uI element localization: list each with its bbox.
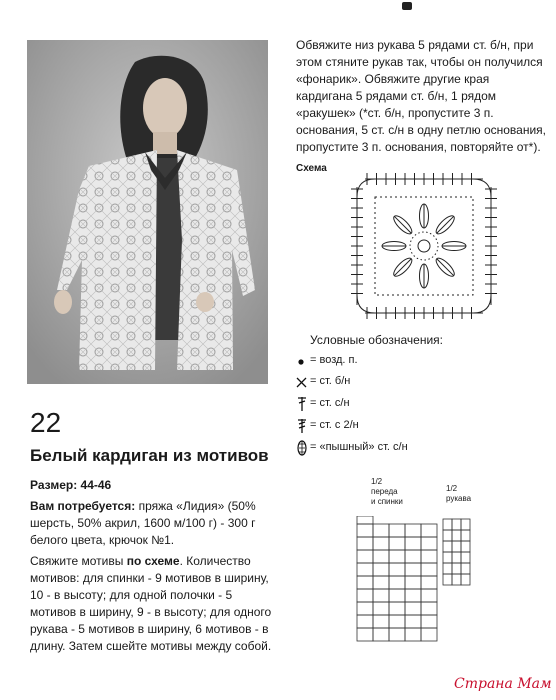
legend-text: = «пышный» ст. с/н: [310, 441, 408, 453]
watermark: Страна Мам: [454, 676, 552, 692]
front-back-diagram: [356, 516, 438, 647]
front-back-label-1: переда: [371, 487, 398, 496]
finishing-instructions: Обвяжите низ рукава 5 рядами ст. б/н, при этом стяните рукав так, чтобы он получился «фонарик». Обвяжите другие края кардигана 5 рядами ст. б/н, 1 рядом «ракушек» (*ст. б/н, пропустите 3 п. основания, 5 ст. с/н в одну петлю основания, пропустите 3 п. основания, повторяйте от*).: [296, 38, 546, 154]
crochet-chart: [345, 167, 503, 330]
puff-stitch-icon: [296, 440, 310, 456]
materials-text: пряжа «Лидия» (50% шерсть, 50% акрил, 1600 м/100 г) - 300 г белого цвета, крючок №1.: [30, 499, 256, 547]
double-crochet-icon: [296, 396, 310, 412]
legend-text: = ст. б/н: [310, 375, 351, 387]
model-photo-illustration: [27, 40, 268, 384]
legend-text: = ст. с 2/н: [310, 419, 359, 431]
legend-text: = ст. с/н: [310, 397, 350, 409]
single-crochet-icon: [296, 374, 310, 390]
sleeve-label-1: рукава: [446, 494, 472, 503]
assembly-text-2: . Количество мотивов: для спинки - 9 мотивов в ширину, 10 - в высоту; для одной полочки - 5 мотивов в ширину, 9 - в высоту; для одного рукава - 5 мотивов в ширину, 6 мотивов - в длину. Затем сшейте мотивы между собой.: [30, 554, 272, 653]
assembly-instructions: [30, 553, 280, 655]
sleeve-grid: [442, 518, 472, 588]
front-back-label: [371, 477, 403, 507]
page-marker: [402, 2, 412, 10]
legend-title: Условные обозначения:: [310, 333, 443, 347]
schema-label: Схема: [296, 163, 327, 174]
assembly-text-1: Свяжите мотивы: [30, 554, 127, 568]
sleeve-fraction: 1/2: [446, 484, 458, 493]
size-info: Размер: 44-46: [30, 478, 112, 492]
treble-crochet-icon: [296, 418, 310, 434]
front-back-label-2: и спинки: [371, 497, 403, 506]
motif-chart-diagram: [345, 167, 503, 325]
pattern-title: Белый кардиган из мотивов: [30, 446, 269, 465]
legend-text: = возд. п.: [310, 354, 358, 366]
pattern-number: 22: [30, 407, 62, 438]
materials-label: Вам потребуется:: [30, 499, 136, 513]
sleeve-label: [446, 484, 471, 504]
front-back-grid: [356, 516, 438, 642]
model-photo: [27, 40, 268, 384]
chain-dot-icon: [296, 353, 310, 369]
materials-info: [30, 498, 278, 549]
front-back-fraction: 1/2: [371, 477, 383, 486]
sleeve-diagram: [442, 518, 472, 593]
assembly-text-bold: по схеме: [126, 554, 180, 568]
